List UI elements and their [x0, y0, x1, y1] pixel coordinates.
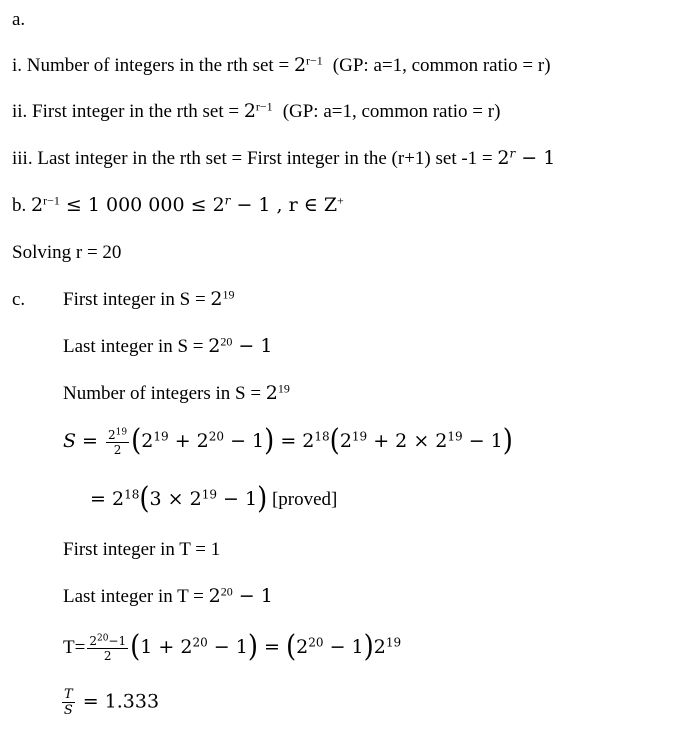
- t-close1: ): [247, 629, 258, 665]
- proved-open: (: [139, 481, 150, 517]
- t-d-exp: 19: [385, 635, 402, 650]
- t-frac-num-exp: 20: [96, 633, 109, 643]
- part-b-exp2: r: [224, 193, 231, 208]
- first-s-exp: 19: [222, 287, 235, 302]
- item-iii-exponent: r: [509, 146, 516, 161]
- last-s-base: 2: [208, 335, 221, 357]
- s-p2-b: 2: [435, 430, 448, 452]
- s-p2-a-exp: 19: [351, 429, 368, 444]
- part-b-middle: ≤ 1 000 000 ≤: [59, 194, 213, 216]
- s-p2-tail: − 1: [462, 430, 503, 452]
- part-b-inequality: [12, 193, 344, 216]
- part-a-label-text: a.: [12, 9, 26, 30]
- ratio-fraction: [62, 688, 75, 717]
- part-a-item-i: [12, 53, 551, 76]
- s-proved-line: [90, 481, 338, 517]
- s-p1-a-exp: 19: [153, 429, 169, 444]
- item-iii-base: 2: [497, 147, 510, 169]
- t-close2: ): [363, 629, 374, 665]
- t-frac-num-tail: −1: [108, 633, 127, 648]
- part-b-label: b.: [12, 195, 27, 216]
- t-b: 2: [180, 636, 193, 658]
- t-c-exp: 20: [308, 635, 324, 650]
- proved-close: ): [257, 481, 268, 517]
- last-t-text: Last integer in T =: [63, 586, 209, 607]
- ratio-den: S: [63, 703, 73, 718]
- proved-inner-b-exp: 19: [201, 487, 217, 502]
- proved-inner-tail: − 1: [216, 488, 258, 510]
- s-p1-a: 2: [141, 430, 154, 452]
- t-sum-formula: [63, 629, 402, 665]
- solving-text: Solving r = 20: [12, 242, 122, 263]
- s-paren1-close: ): [264, 423, 275, 459]
- proved-eq: =: [90, 488, 112, 510]
- first-s-text: First integer in S =: [63, 289, 211, 310]
- last-s-exp: 20: [220, 334, 233, 349]
- part-b-base2: 2: [212, 194, 225, 216]
- s-p1-b-exp: 20: [208, 429, 225, 444]
- ratio-value: = 1.333: [82, 690, 160, 713]
- item-i-note: (GP: a=1, common ratio = r): [332, 55, 551, 76]
- s-paren2-open: (: [329, 423, 340, 459]
- item-i-base: 2: [293, 54, 307, 76]
- last-integer-t: [63, 584, 273, 607]
- item-iii-text: iii. Last integer in the rth set = First integer in the (r+1) set -1 =: [12, 148, 498, 169]
- s-sum-formula: [63, 423, 513, 459]
- s-paren1-open: (: [131, 423, 142, 459]
- part-a-item-ii: [12, 99, 501, 122]
- s-eq: =: [274, 430, 303, 452]
- part-c-label-text: c.: [12, 289, 26, 310]
- last-t-base: 2: [208, 585, 221, 607]
- t-b-exp: 20: [192, 635, 208, 650]
- t-open1: (: [130, 629, 141, 665]
- s-p1-tail: − 1: [224, 430, 265, 452]
- t-frac-den: 2: [103, 648, 112, 663]
- t-a: 1 +: [140, 636, 181, 658]
- first-integer-s: [63, 287, 235, 310]
- count-s-base: 2: [265, 382, 278, 404]
- t-tail2: − 1: [323, 636, 364, 658]
- last-s-text: Last integer in S =: [63, 336, 209, 357]
- count-s-text: Number of integers in S =: [63, 383, 266, 404]
- t-fraction: [87, 635, 128, 662]
- first-integer-t: [63, 540, 220, 559]
- s-frac-num-exp: 19: [115, 427, 128, 437]
- part-a-label: [12, 10, 25, 29]
- part-b-exp1: r−1: [43, 193, 60, 208]
- s-p2-b-exp: 19: [447, 429, 463, 444]
- t-tail1: − 1: [207, 636, 248, 658]
- ratio-num: T: [64, 687, 73, 702]
- t-open2: (: [286, 629, 297, 665]
- s-fraction: [106, 429, 129, 456]
- first-s-base: 2: [210, 288, 223, 310]
- item-ii-text: ii. First integer in the rth set =: [12, 101, 244, 122]
- part-b-solving: [12, 243, 121, 262]
- item-ii-base: 2: [243, 100, 256, 122]
- t-c: 2: [296, 636, 309, 658]
- s-c-exp: 18: [314, 429, 330, 444]
- part-c-label: [12, 290, 25, 309]
- s-lhs: S =: [63, 430, 98, 452]
- proved-inner-b: 2: [189, 488, 202, 510]
- number-integers-s: [63, 381, 290, 404]
- s-frac-den: 2: [113, 442, 122, 457]
- s-paren2-close: ): [502, 423, 513, 459]
- proved-c-exp: 18: [124, 487, 140, 502]
- proved-inner-a: 3 ×: [149, 488, 190, 510]
- proved-note: [proved]: [267, 489, 338, 510]
- item-iii-tail: − 1: [515, 147, 556, 169]
- t-lhs: T=: [63, 637, 86, 658]
- last-t-exp: 20: [220, 584, 233, 599]
- ratio-line: [60, 688, 159, 717]
- t-eq: =: [258, 636, 286, 658]
- item-ii-exponent: r−1: [255, 99, 273, 114]
- part-b-tail: − 1 , r ∈ Z: [230, 194, 338, 216]
- t-d: 2: [373, 636, 386, 658]
- count-s-exp: 19: [277, 381, 290, 396]
- item-i-text: i. Number of integers in the rth set =: [12, 55, 294, 76]
- s-c-base: 2: [302, 430, 315, 452]
- s-p2-a: 2: [339, 430, 352, 452]
- last-t-tail: − 1: [232, 585, 273, 607]
- item-ii-note: (GP: a=1, common ratio = r): [282, 101, 501, 122]
- s-p2-mid: + 2 ×: [367, 430, 436, 452]
- item-i-exponent: r−1: [306, 53, 323, 68]
- part-a-item-iii: [12, 146, 556, 169]
- proved-c-base: 2: [111, 488, 125, 510]
- t-frac-num-base: 2: [89, 633, 97, 648]
- last-integer-s: [63, 334, 273, 357]
- s-p1-b: 2: [196, 430, 209, 452]
- last-s-tail: − 1: [232, 335, 273, 357]
- part-b-tail-sup: +: [337, 193, 344, 208]
- s-frac-num-base: 2: [108, 427, 116, 442]
- part-b-base1: 2: [31, 194, 44, 216]
- s-p1-mid: +: [168, 430, 197, 452]
- first-t-text: First integer in T = 1: [63, 539, 221, 560]
